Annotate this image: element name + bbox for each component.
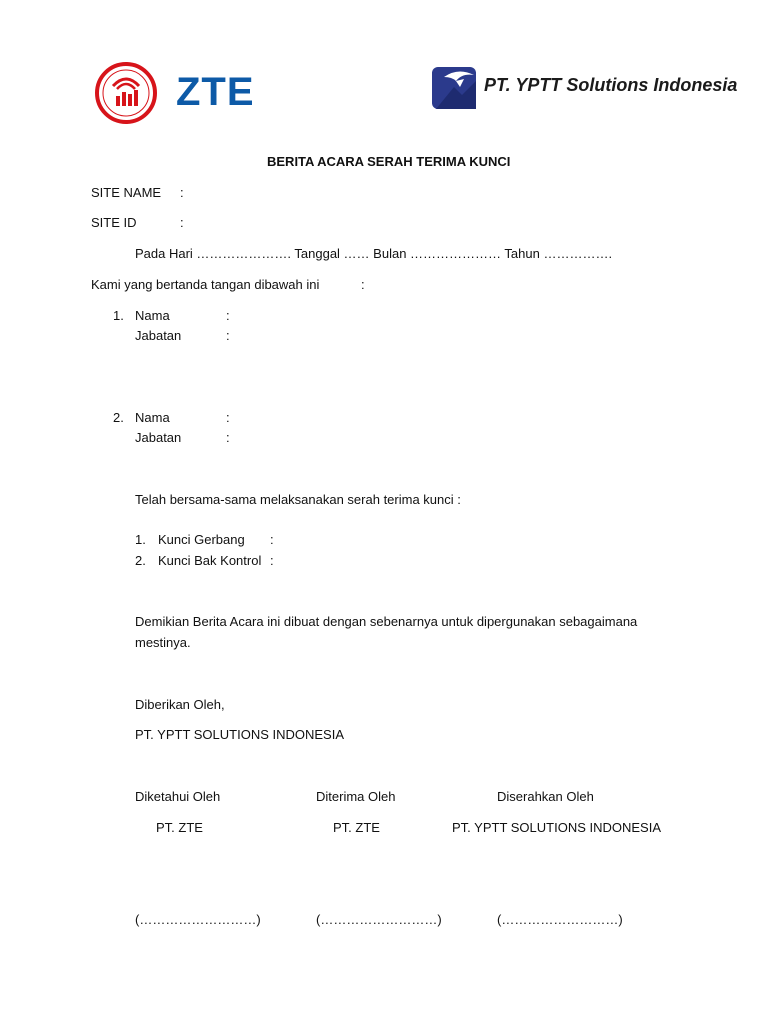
signature-2-role: Diterima Oleh <box>316 789 396 804</box>
key-2-colon: : <box>270 553 274 568</box>
key-2-label: Kunci Bak Kontrol <box>158 553 262 568</box>
signature-1-role: Diketahui Oleh <box>135 789 221 804</box>
person-1-nama-label: Nama <box>135 308 170 323</box>
closing-line-1: Demikian Berita Acara ini dibuat dengan sebenarnya untuk dipergunakan sebagaimana <box>135 614 638 629</box>
given-by-company: PT. YPTT SOLUTIONS INDONESIA <box>135 727 345 742</box>
yptt-logo-icon <box>430 65 478 111</box>
signature-3-line: (………………………) <box>497 912 623 927</box>
site-id-colon: : <box>180 215 184 230</box>
signature-2-company: PT. ZTE <box>333 820 380 835</box>
signature-3-company: PT. YPTT SOLUTIONS INDONESIA <box>452 820 662 835</box>
key-1-label: Kunci Gerbang <box>158 532 245 547</box>
signature-1-line: (………………………) <box>135 912 261 927</box>
person-2-jabatan-label: Jabatan <box>135 430 182 445</box>
zte-seal-icon <box>95 60 157 126</box>
zte-logo: ZTE <box>176 70 255 114</box>
key-2-number: 2. <box>135 553 146 568</box>
person-2-nama-colon: : <box>226 410 230 425</box>
person-2-nama-label: Nama <box>135 410 170 425</box>
signature-3-role: Diserahkan Oleh <box>497 789 594 804</box>
site-id-label: SITE ID <box>91 215 137 230</box>
key-1-number: 1. <box>135 532 146 547</box>
person-2-jabatan-colon: : <box>226 430 230 445</box>
intro-colon: : <box>361 277 365 292</box>
given-by-label: Diberikan Oleh, <box>135 697 225 712</box>
closing-line-2: mestinya. <box>135 635 191 650</box>
key-1-colon: : <box>270 532 274 547</box>
date-line: Pada Hari …………………. Tanggal …… Bulan ………………… Tahun ……………. <box>135 246 613 261</box>
site-name-label: SITE NAME <box>91 185 162 200</box>
handover-intro: Telah bersama-sama melaksanakan serah terima kunci : <box>135 492 461 507</box>
intro-text: Kami yang bertanda tangan dibawah ini <box>91 277 320 292</box>
document-title: BERITA ACARA SERAH TERIMA KUNCI <box>267 154 511 169</box>
yptt-logo-text: PT. YPTT Solutions Indonesia <box>484 75 738 95</box>
person-1-number: 1. <box>113 308 124 323</box>
person-1-jabatan-label: Jabatan <box>135 328 182 343</box>
person-1-nama-colon: : <box>226 308 230 323</box>
person-1-jabatan-colon: : <box>226 328 230 343</box>
person-2-number: 2. <box>113 410 124 425</box>
site-name-colon: : <box>180 185 184 200</box>
signature-1-company: PT. ZTE <box>156 820 203 835</box>
signature-2-line: (………………………) <box>316 912 442 927</box>
